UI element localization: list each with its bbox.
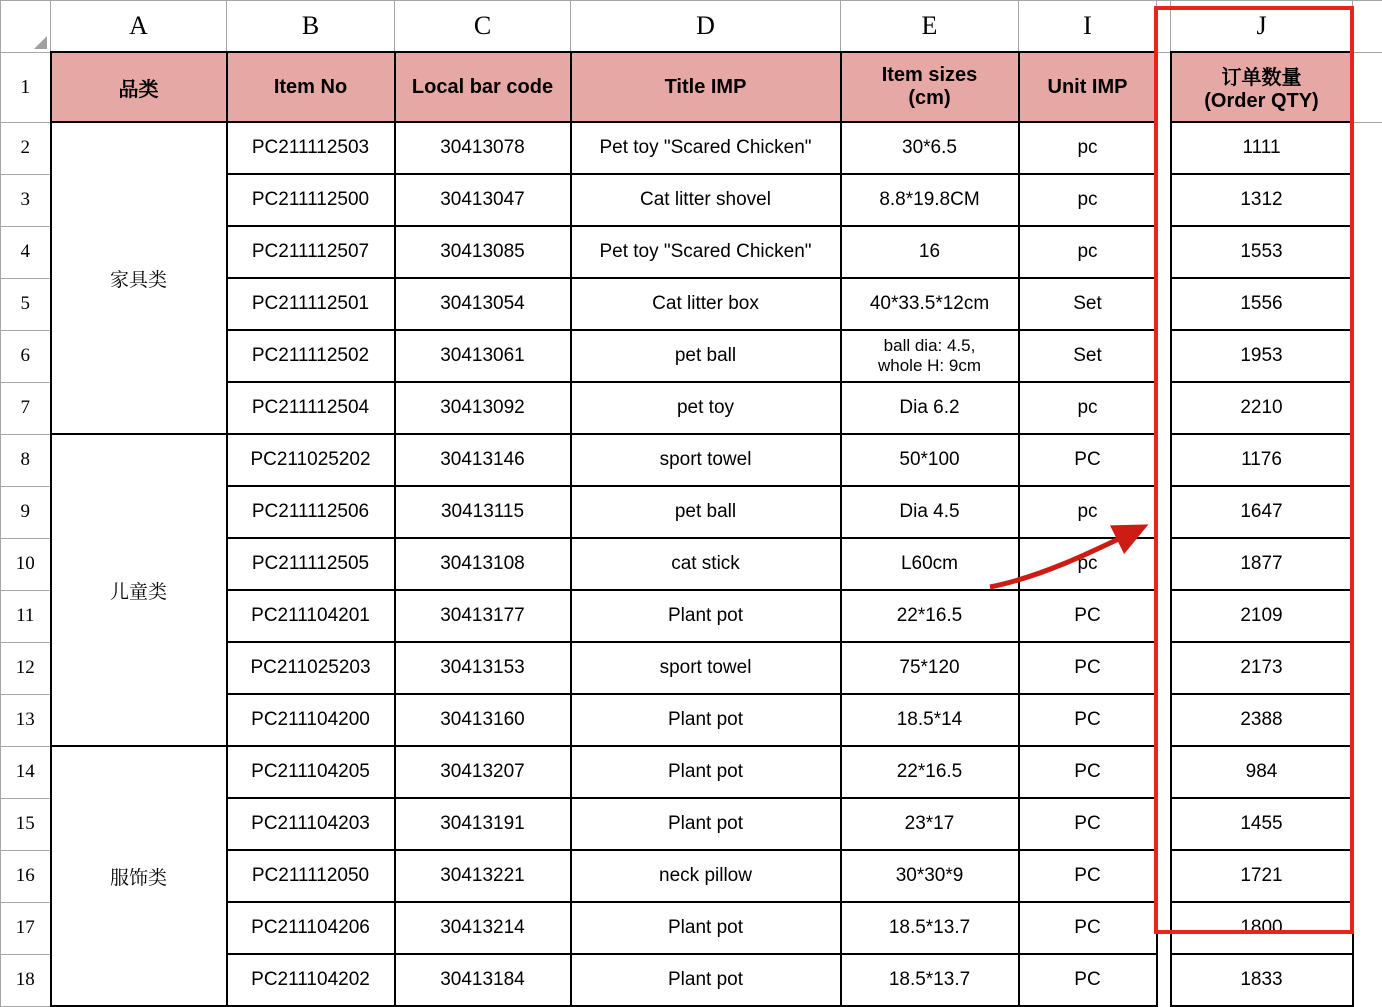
gap-cell [1157,902,1171,954]
cell-item-no[interactable]: PC211112501 [227,278,395,330]
table-header-row [1,52,1382,122]
cell-item-no[interactable]: PC211112506 [227,486,395,538]
cell-unit[interactable]: pc [1019,122,1157,174]
cell-item-no[interactable]: PC211112504 [227,382,395,434]
header-cell-title-imp[interactable]: Title IMP [571,52,841,122]
cell-order-qty[interactable]: 1953 [1171,330,1353,382]
row-header-1[interactable]: 1 [1,52,51,122]
cell-title[interactable]: Cat litter shovel [571,174,841,226]
column-header-gap [1157,1,1171,53]
header-cell-item-no[interactable]: Item No [227,52,395,122]
cell-unit[interactable]: pc [1019,382,1157,434]
table-row [1,434,1382,486]
cell-bar-code[interactable]: 30413078 [395,122,571,174]
row-header-3[interactable]: 3 [1,174,51,226]
cell-unit[interactable]: pc [1019,174,1157,226]
select-all-icon [34,36,47,49]
cell-bar-code[interactable]: 30413177 [395,590,571,642]
tail-cell [1353,538,1382,590]
tail-cell [1353,902,1382,954]
gap-cell [1157,746,1171,798]
cell-order-qty[interactable]: 1111 [1171,122,1353,174]
gap-cell [1157,642,1171,694]
tail-cell [1353,434,1382,486]
gap-cell [1157,226,1171,278]
header-cell-local-bar-code[interactable]: Local bar code [395,52,571,122]
cell-title[interactable]: Cat litter box [571,278,841,330]
cell-size-line1: ball dia: 4.5, [842,336,1018,356]
cell-order-qty[interactable]: 2210 [1171,382,1353,434]
cell-size[interactable]: Dia 6.2 [841,382,1019,434]
cell-size[interactable]: 8.8*19.8CM [841,174,1019,226]
cell-unit[interactable]: Set [1019,330,1157,382]
header-order-qty-line1: 订单数量 [1172,61,1352,90]
gap-cell [1157,330,1171,382]
cell-title[interactable]: Plant pot [571,590,841,642]
cell-item-no[interactable]: PC211104202 [227,954,395,1006]
cell-unit[interactable]: PC [1019,694,1157,746]
column-header-c[interactable]: C [395,1,571,53]
cell-bar-code[interactable]: 30413214 [395,902,571,954]
cell-bar-code[interactable]: 30413191 [395,798,571,850]
header-item-sizes-line2: (cm) [842,87,1018,110]
cell-item-no[interactable]: PC211112500 [227,174,395,226]
cell-order-qty[interactable]: 2388 [1171,694,1353,746]
cell-size[interactable]: 50*100 [841,434,1019,486]
cell-order-qty[interactable]: 1455 [1171,798,1353,850]
column-header-e[interactable]: E [841,1,1019,53]
tail-cell [1353,642,1382,694]
header-cell-order-qty[interactable] [1171,52,1353,122]
row-header-17[interactable]: 17 [1,902,51,954]
row-header-6[interactable]: 6 [1,330,51,382]
cell-item-no[interactable]: PC211104203 [227,798,395,850]
cell-size[interactable]: 30*30*9 [841,850,1019,902]
cell-bar-code[interactable]: 30413207 [395,746,571,798]
row-header-2[interactable]: 2 [1,122,51,174]
tail-cell [1353,798,1382,850]
gap-cell [1157,590,1171,642]
cell-bar-code[interactable]: 30413047 [395,174,571,226]
cell-size[interactable] [841,330,1019,382]
row-header-11[interactable]: 11 [1,590,51,642]
header-cell-category[interactable]: 品类 [51,52,227,122]
cell-size[interactable]: 18.5*14 [841,694,1019,746]
cell-unit[interactable]: PC [1019,850,1157,902]
cell-category-group-1[interactable]: 家具类 [51,122,227,434]
cell-order-qty[interactable]: 1877 [1171,538,1353,590]
table-row [1,122,1382,174]
cell-bar-code[interactable]: 30413085 [395,226,571,278]
row-header-4[interactable]: 4 [1,226,51,278]
cell-title[interactable]: Plant pot [571,954,841,1006]
cell-title[interactable]: sport towel [571,434,841,486]
cell-unit[interactable]: PC [1019,954,1157,1006]
tail-cell [1353,122,1382,174]
cell-unit[interactable]: Set [1019,278,1157,330]
column-header-tail[interactable] [1353,1,1382,53]
row-header-13[interactable]: 13 [1,694,51,746]
row-header-12[interactable]: 12 [1,642,51,694]
tail-cell [1353,226,1382,278]
cell-title[interactable]: sport towel [571,642,841,694]
gap-cell [1157,694,1171,746]
cell-item-no[interactable]: PC211104200 [227,694,395,746]
cell-size[interactable]: 16 [841,226,1019,278]
row-header-15[interactable]: 15 [1,798,51,850]
gap-cell [1157,954,1171,1006]
cell-bar-code[interactable]: 30413184 [395,954,571,1006]
cell-bar-code[interactable]: 30413115 [395,486,571,538]
cell-order-qty[interactable]: 1647 [1171,486,1353,538]
tail-cell [1353,694,1382,746]
cell-order-qty[interactable]: 1833 [1171,954,1353,1006]
column-header-j[interactable]: J [1171,1,1353,53]
cell-size[interactable]: 18.5*13.7 [841,954,1019,1006]
cell-bar-code[interactable]: 30413092 [395,382,571,434]
cell-title[interactable]: Plant pot [571,746,841,798]
cell-item-no[interactable]: PC211025203 [227,642,395,694]
cell-title[interactable]: Plant pot [571,694,841,746]
cell-unit[interactable]: PC [1019,590,1157,642]
cell-bar-code[interactable]: 30413054 [395,278,571,330]
cell-size[interactable]: 75*120 [841,642,1019,694]
cell-bar-code[interactable]: 30413221 [395,850,571,902]
tail-cell [1353,382,1382,434]
column-header-i[interactable]: I [1019,1,1157,53]
column-header-a[interactable]: A [51,1,227,53]
tail-cell [1353,954,1382,1006]
cell-title[interactable]: Pet toy "Scared Chicken" [571,122,841,174]
cell-item-no[interactable]: PC211112505 [227,538,395,590]
column-header-b[interactable]: B [227,1,395,53]
cell-unit[interactable]: PC [1019,642,1157,694]
cell-bar-code[interactable]: 30413146 [395,434,571,486]
cell-size[interactable]: L60cm [841,538,1019,590]
row-header-7[interactable]: 7 [1,382,51,434]
cell-bar-code[interactable]: 30413153 [395,642,571,694]
cell-size[interactable]: 23*17 [841,798,1019,850]
header-cell-unit-imp[interactable]: Unit IMP [1019,52,1157,122]
cell-unit[interactable]: PC [1019,902,1157,954]
cell-size[interactable]: Dia 4.5 [841,486,1019,538]
select-all-corner[interactable] [1,1,51,53]
gap-cell [1157,486,1171,538]
row-header-10[interactable]: 10 [1,538,51,590]
cell-title[interactable]: pet ball [571,330,841,382]
cell-bar-code[interactable]: 30413160 [395,694,571,746]
cell-order-qty[interactable]: 984 [1171,746,1353,798]
cell-size[interactable]: 22*16.5 [841,746,1019,798]
header-item-sizes-line1: Item sizes [842,64,1018,87]
tail-cell [1353,174,1382,226]
tail-cell [1353,278,1382,330]
cell-unit[interactable]: PC [1019,434,1157,486]
cell-bar-code[interactable]: 30413061 [395,330,571,382]
cell-title[interactable]: cat stick [571,538,841,590]
cell-order-qty[interactable]: 1312 [1171,174,1353,226]
gap-cell [1157,382,1171,434]
row-header-5[interactable]: 5 [1,278,51,330]
row-header-18[interactable]: 18 [1,954,51,1006]
table-row [1,746,1382,798]
cell-category-group-2[interactable]: 儿童类 [51,434,227,746]
row-header-9[interactable]: 9 [1,486,51,538]
cell-title[interactable]: neck pillow [571,850,841,902]
cell-item-no[interactable]: PC211112502 [227,330,395,382]
column-header-d[interactable]: D [571,1,841,53]
cell-unit[interactable]: pc [1019,226,1157,278]
cell-item-no[interactable]: PC211025202 [227,434,395,486]
cell-title[interactable]: pet toy [571,382,841,434]
cell-title[interactable]: Pet toy "Scared Chicken" [571,226,841,278]
gap-cell [1157,122,1171,174]
tail-cell [1353,330,1382,382]
cell-item-no[interactable]: PC211112050 [227,850,395,902]
cell-category-group-3[interactable]: 服饰类 [51,746,227,1006]
gap-cell [1157,52,1171,122]
tail-cell [1353,746,1382,798]
row-header-16[interactable]: 16 [1,850,51,902]
cell-title[interactable]: Plant pot [571,902,841,954]
cell-size-line2: whole H: 9cm [842,356,1018,376]
cell-item-no[interactable]: PC211104205 [227,746,395,798]
gap-cell [1157,174,1171,226]
cell-order-qty[interactable]: 1553 [1171,226,1353,278]
cell-bar-code[interactable]: 30413108 [395,538,571,590]
tail-cell [1353,486,1382,538]
cell-order-qty[interactable]: 1800 [1171,902,1353,954]
cell-size[interactable]: 30*6.5 [841,122,1019,174]
cell-size[interactable]: 22*16.5 [841,590,1019,642]
cell-size[interactable]: 18.5*13.7 [841,902,1019,954]
cell-title[interactable]: Plant pot [571,798,841,850]
gap-cell [1157,538,1171,590]
gap-cell [1157,798,1171,850]
tail-cell [1353,850,1382,902]
header-order-qty-line2: (Order QTY) [1172,90,1352,113]
row-header-8[interactable]: 8 [1,434,51,486]
cell-unit[interactable]: PC [1019,746,1157,798]
cell-order-qty[interactable]: 2109 [1171,590,1353,642]
cell-unit[interactable]: pc [1019,486,1157,538]
tail-cell [1353,590,1382,642]
cell-title[interactable]: pet ball [571,486,841,538]
cell-size[interactable]: 40*33.5*12cm [841,278,1019,330]
cell-item-no[interactable]: PC211104206 [227,902,395,954]
cell-item-no[interactable]: PC211104201 [227,590,395,642]
tail-cell [1353,52,1382,122]
cell-order-qty[interactable]: 1176 [1171,434,1353,486]
cell-order-qty[interactable]: 1721 [1171,850,1353,902]
cell-unit[interactable]: pc [1019,538,1157,590]
header-cell-item-sizes[interactable] [841,52,1019,122]
gap-cell [1157,278,1171,330]
cell-order-qty[interactable]: 2173 [1171,642,1353,694]
gap-cell [1157,850,1171,902]
cell-order-qty[interactable]: 1556 [1171,278,1353,330]
cell-item-no[interactable]: PC211112503 [227,122,395,174]
cell-unit[interactable]: PC [1019,798,1157,850]
row-header-14[interactable]: 14 [1,746,51,798]
gap-cell [1157,434,1171,486]
cell-item-no[interactable]: PC211112507 [227,226,395,278]
column-header-row [1,1,1382,53]
